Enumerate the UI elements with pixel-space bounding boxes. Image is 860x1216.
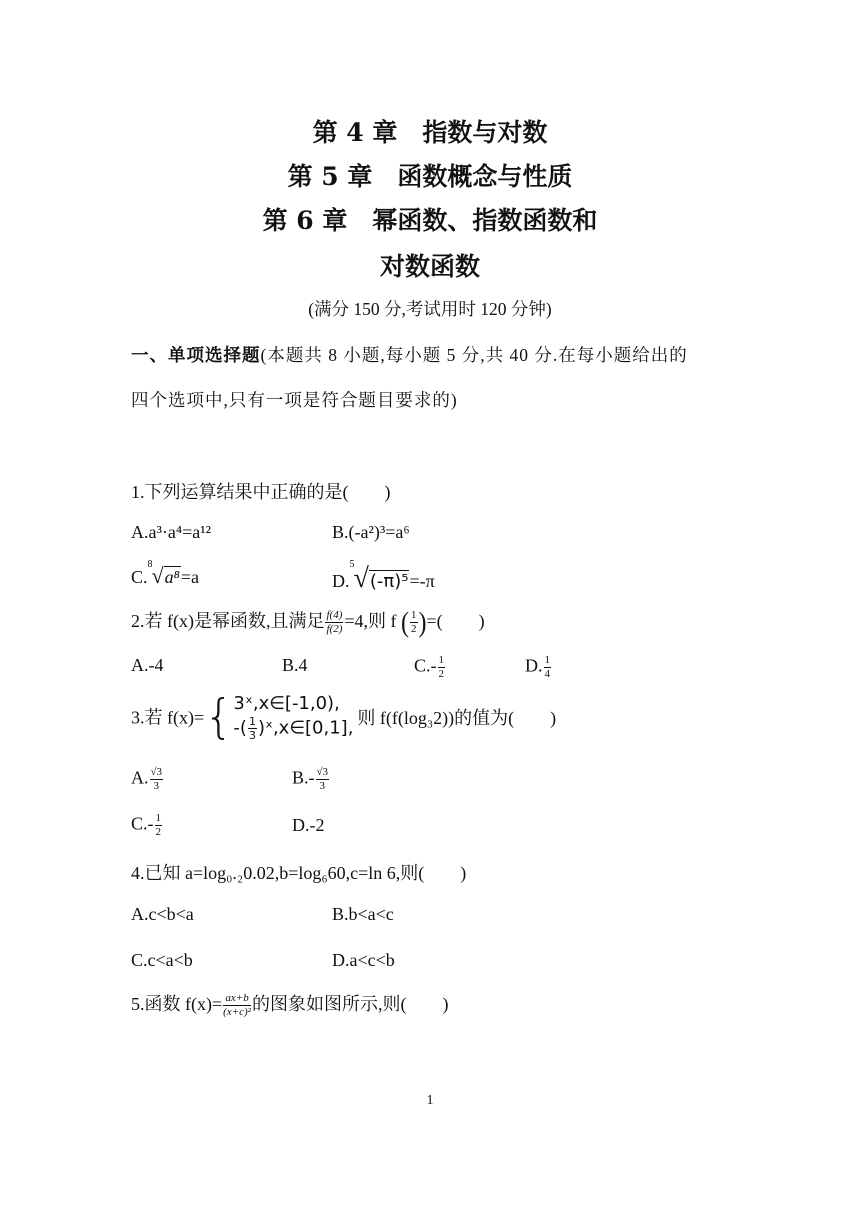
question-2-mid: =4,则 f (344, 611, 402, 631)
question-1-option-c (131, 559, 199, 589)
option-d-label: D. (525, 655, 543, 676)
case-2 (233, 716, 353, 741)
fraction (316, 767, 330, 792)
question-3-option-b (292, 767, 330, 792)
question-3-tail: 则 f(f(log₃2))的值为( ) (357, 707, 557, 728)
question-2-option-c (414, 655, 446, 680)
section-title: 一、单项选择题 (131, 345, 261, 365)
question-3-option-c (131, 813, 163, 838)
question-2-option-a: A.-4 (131, 655, 164, 675)
question-1-option-a: A.a³·a⁴=a¹² (131, 522, 212, 542)
case-1: 3ˣ,x∈[-1,0), (233, 693, 340, 714)
fraction (223, 993, 251, 1018)
question-5-tail: 的图象如图所示,则( ) (251, 994, 449, 1014)
question-1-stem: 1.下列运算结果中正确的是( ) (131, 482, 391, 502)
radical (147, 559, 181, 589)
option-c-label: C.- (414, 655, 437, 676)
fraction-numerator: f(4) (326, 609, 343, 622)
question-4-option-d: D.a<c<b (332, 950, 395, 970)
question-4-option-c: C.c<a<b (131, 950, 193, 970)
fraction-numerator: 1 (544, 654, 550, 666)
question-2-prefix: 2.若 f(x)是幂函数,且满足 (131, 611, 325, 631)
question-3-stem (131, 689, 557, 744)
section-desc-1: (本题共 8 小题,每小题 5 分,共 40 分.在每小题给出的 (260, 345, 688, 365)
radicand: a⁸ (164, 567, 180, 587)
option-c-label: C. (131, 567, 148, 587)
question-3-option-d: D.-2 (292, 815, 325, 835)
section-heading (131, 342, 688, 367)
fraction-denominator: 3 (248, 729, 256, 742)
case-2-post: )ˣ,x∈[0,1], (257, 717, 354, 739)
radical-sign: √ (151, 563, 164, 588)
question-3-option-a (131, 767, 164, 792)
fraction-numerator: √3 (316, 766, 329, 778)
chapter-title-4: 对数函数 (379, 252, 480, 281)
question-3-prefix: 3.若 f(x)= (131, 707, 205, 728)
question-4-option-a: A.c<b<a (131, 904, 194, 924)
fraction (150, 767, 164, 792)
chapter-title-2: 第 5 章 函数概念与性质 (287, 162, 573, 191)
option-a-label: A. (131, 767, 149, 788)
section-desc-2: 四个选项中,只有一项是符合题目要求的) (131, 390, 458, 410)
option-c-tail: =a (180, 567, 199, 587)
fraction-numerator: √3 (150, 766, 163, 778)
radical (349, 559, 410, 595)
fraction-denominator: 2 (438, 668, 444, 680)
question-5-stem (131, 990, 448, 1018)
fraction-denominator: 3 (153, 780, 160, 792)
exam-subtitle: (满分 150 分,考试用时 120 分钟) (308, 299, 552, 319)
fraction-denominator: f(2) (326, 623, 343, 636)
question-2-tail: =( ) (426, 611, 485, 631)
question-4-stem: 4.已知 a=log₀.₂0.02,b=log₆60,c=ln 6,则( ) (131, 863, 467, 883)
right-paren: ) (418, 607, 427, 639)
fraction (155, 813, 163, 838)
radicand: (-π)⁵ (369, 571, 409, 592)
question-2-stem (131, 607, 485, 639)
option-d-label: D. (332, 571, 350, 591)
piecewise-cases (233, 692, 353, 741)
page-number: 1 (426, 1093, 434, 1108)
option-c-label: C.- (131, 813, 154, 834)
left-paren: ( (401, 607, 410, 639)
case-2-pre: -( (233, 717, 247, 739)
question-2-option-d (525, 655, 552, 680)
fraction (544, 655, 552, 680)
fraction (438, 655, 446, 680)
fraction-denominator: 2 (411, 623, 417, 636)
chapter-title-3: 第 6 章 幂函数、指数函数和 (262, 206, 598, 235)
fraction-numerator: 1 (411, 609, 417, 622)
fraction-numerator: 1 (248, 715, 256, 728)
question-1-option-d (332, 559, 435, 595)
fraction-denominator: (x+c)² (223, 1006, 251, 1019)
fraction-numerator: 1 (155, 812, 161, 824)
chapter-title-1: 第 4 章 指数与对数 (312, 118, 548, 147)
option-b-label: B.- (292, 767, 315, 788)
radical-sign: √ (353, 563, 369, 594)
fraction-denominator: 3 (319, 780, 326, 792)
option-d-tail: =-π (409, 571, 435, 591)
radical-index: 5 (349, 559, 355, 570)
fraction-denominator: 4 (544, 668, 550, 680)
fraction (325, 610, 343, 635)
fraction-numerator: ax+b (223, 993, 251, 1006)
left-brace: { (204, 689, 234, 744)
question-4-option-b: B.b<a<c (332, 904, 394, 924)
fraction-numerator: 1 (438, 654, 444, 666)
fraction (248, 716, 257, 741)
fraction (410, 610, 418, 635)
question-5-prefix: 5.函数 f(x)= (131, 994, 223, 1014)
radical-index: 8 (147, 559, 153, 570)
question-1-option-b: B.(-a²)³=a⁶ (332, 522, 410, 542)
question-2-option-b: B.4 (282, 655, 308, 675)
fraction-denominator: 2 (155, 826, 161, 838)
